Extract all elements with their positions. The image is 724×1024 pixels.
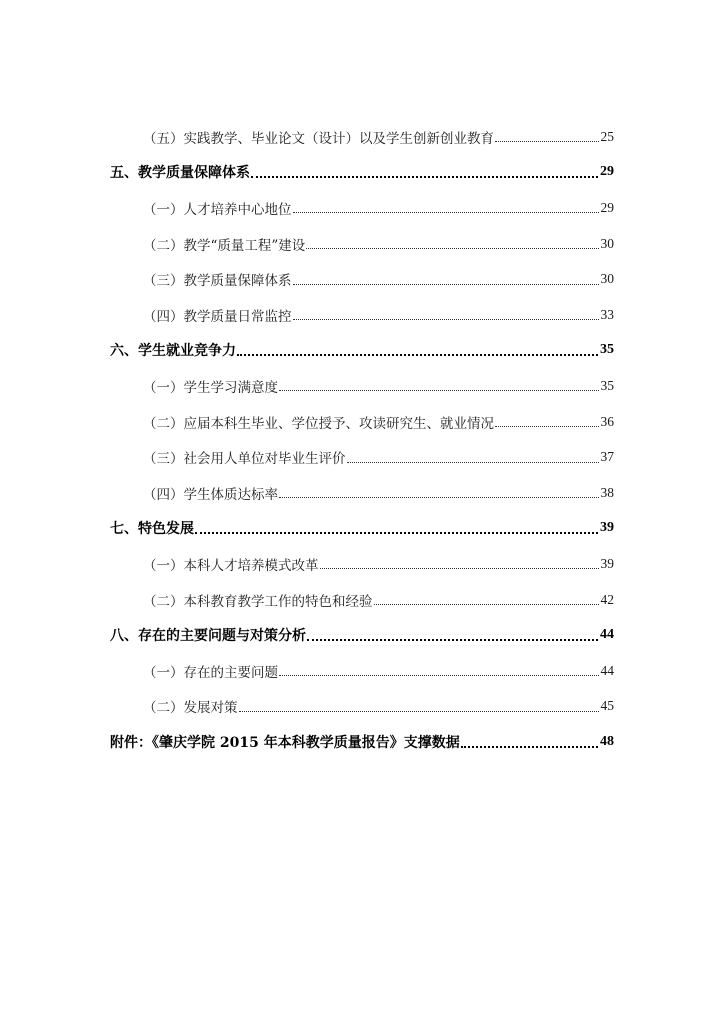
- dot-leader: [279, 675, 599, 676]
- toc-entry-label: （二）本科教育教学工作的特色和经验: [143, 593, 373, 610]
- toc-entry-label: （一）人才培养中心地位: [143, 201, 292, 218]
- toc-page-number: 44: [600, 662, 614, 678]
- toc-section-heading: [110, 511, 614, 547]
- toc-page-number: 44: [600, 627, 614, 643]
- toc-entry-label: （四）教学质量日常监控: [143, 308, 292, 325]
- dot-leader: [293, 319, 599, 320]
- dot-leader: [279, 390, 599, 391]
- dot-leader: [495, 141, 599, 142]
- toc-appendix-heading: [110, 724, 614, 760]
- toc-entry-label: （四）学生体质达标率: [143, 486, 278, 503]
- toc-entry: [110, 261, 614, 297]
- toc-entry: [110, 119, 614, 155]
- toc-entry: [110, 404, 614, 440]
- toc-page-number: 29: [600, 199, 614, 215]
- toc-page-number: 29: [600, 164, 614, 180]
- dot-leader: [320, 568, 599, 569]
- toc-entry-label: （一）本科人才培养模式改革: [143, 557, 319, 574]
- dot-leader: [293, 284, 599, 285]
- toc-page-number: 45: [600, 698, 614, 714]
- toc-entry: [110, 653, 614, 689]
- dot-leader: [237, 354, 598, 356]
- dot-leader: [239, 711, 599, 712]
- dot-leader: [347, 462, 599, 463]
- toc-page-number: 48: [600, 733, 614, 749]
- toc-entry: [110, 475, 614, 511]
- toc-entry-label: 附件：《肇庆学院 2015 年本科教学质量报告》支撑数据: [110, 734, 460, 751]
- toc-entry-label: （五）实践教学、毕业论文（设计）以及学生创新创业教育: [143, 130, 494, 147]
- toc-page-number: 30: [600, 235, 614, 251]
- dot-leader: [195, 532, 598, 534]
- toc-entry: [110, 226, 614, 262]
- toc-entry-label: 五、教学质量保障体系: [110, 165, 250, 182]
- toc-section-heading: [110, 617, 614, 653]
- toc-entry-label: 八、存在的主要问题与对策分析: [110, 628, 306, 645]
- toc-entry: [110, 190, 614, 226]
- dot-leader: [495, 426, 599, 427]
- dot-leader: [293, 212, 599, 213]
- dot-leader: [279, 497, 599, 498]
- toc-entry-label: 六、学生就业竞争力: [110, 343, 236, 360]
- toc-entry: [110, 546, 614, 582]
- toc-page-number: 35: [600, 342, 614, 358]
- toc-entry-label: 七、特色发展: [110, 521, 194, 538]
- toc-entry-label: （三）教学质量保障体系: [143, 273, 292, 290]
- toc-entry: [110, 582, 614, 618]
- toc-page-number: 38: [600, 484, 614, 500]
- toc-page-number: 30: [600, 271, 614, 287]
- toc-section-heading: [110, 333, 614, 369]
- toc-entry-label: （三）社会用人单位对毕业生评价: [143, 451, 346, 468]
- toc-page-number: 39: [600, 520, 614, 536]
- toc-page-number: 33: [600, 306, 614, 322]
- toc-entry-label: （二）应届本科生毕业、学位授予、攻读研究生、就业情况: [143, 415, 494, 432]
- toc-entry: [110, 368, 614, 404]
- dot-leader: [307, 639, 598, 641]
- table-of-contents: [110, 119, 614, 760]
- toc-entry: [110, 689, 614, 725]
- toc-entry-label: （二）发展对策: [143, 700, 238, 717]
- toc-entry: [110, 297, 614, 333]
- toc-section-heading: [110, 155, 614, 191]
- toc-entry-label: （一）存在的主要问题: [143, 664, 278, 681]
- dot-leader: [374, 604, 599, 605]
- dot-leader: [461, 746, 598, 748]
- toc-entry-label: （二）教学“质量工程”建设: [143, 237, 306, 254]
- toc-entry: [110, 439, 614, 475]
- toc-page-number: 37: [600, 449, 614, 465]
- toc-page-number: 42: [600, 591, 614, 607]
- dot-leader: [306, 248, 598, 249]
- toc-page-number: 39: [600, 555, 614, 571]
- dot-leader: [251, 176, 598, 178]
- toc-page-number: 36: [600, 413, 614, 429]
- toc-page-number: 35: [600, 377, 614, 393]
- toc-entry-label: （一）学生学习满意度: [143, 379, 278, 396]
- toc-page-number: 25: [600, 128, 614, 144]
